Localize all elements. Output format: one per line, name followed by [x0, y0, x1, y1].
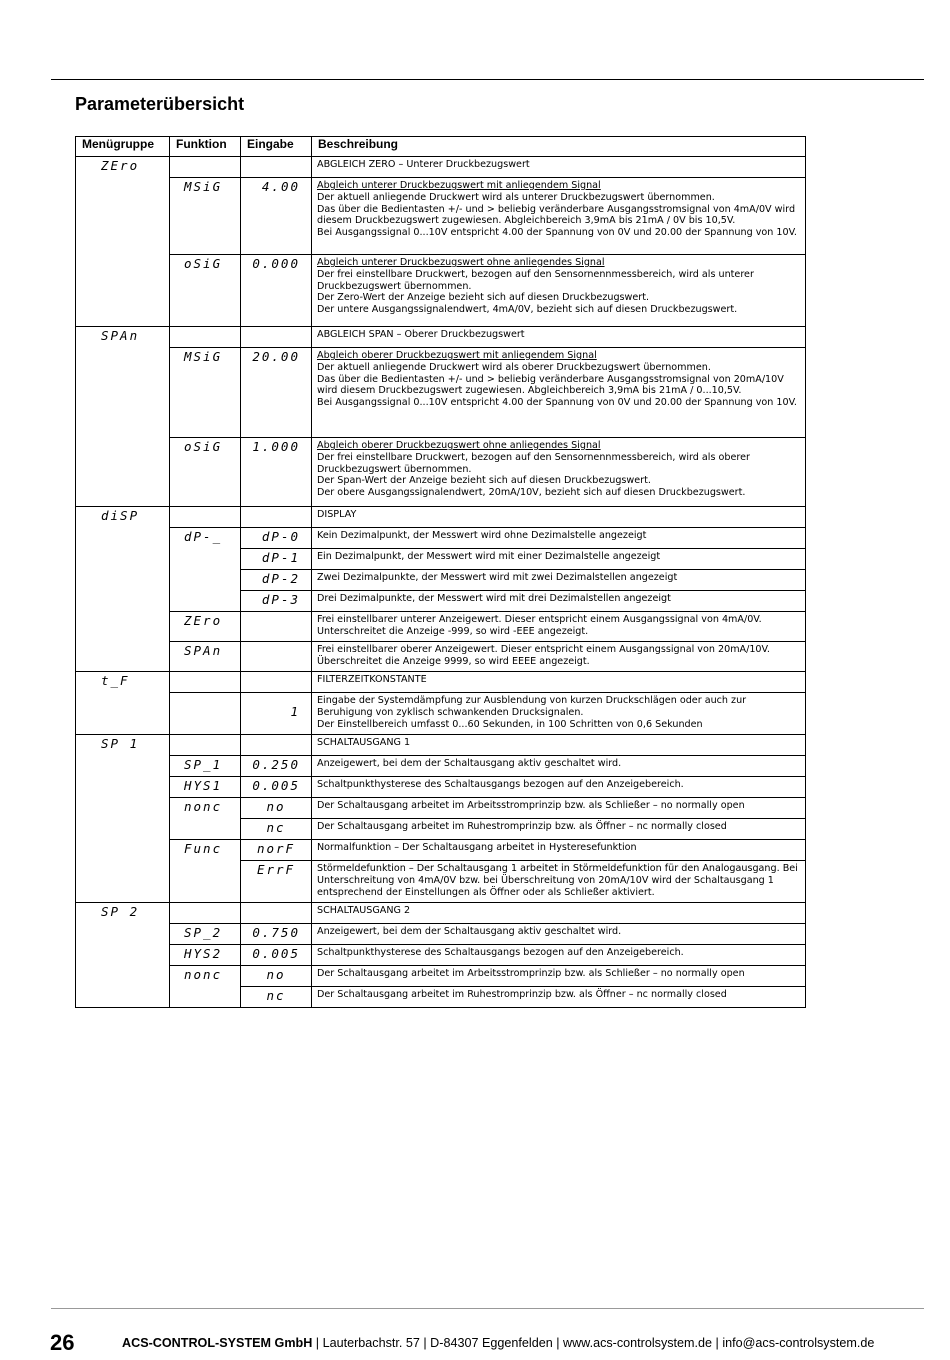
footer-rule — [51, 1308, 924, 1309]
table-row — [76, 966, 806, 987]
function-code: oSiG — [184, 439, 223, 454]
input-value: dP-3 — [261, 592, 300, 607]
input-value: ErrF — [256, 862, 296, 877]
function-code: MSiG — [184, 179, 223, 194]
table-row — [76, 924, 806, 945]
description: Eingabe der Systemdämpfung zur Ausblendung von kurzen Druckschlägen oder auch zur Beruhigung von zyklisch schwankenden Drucksignalen. Der Einstellbereich umfasst 0...60 Sekunden, in 100 Schritten von 0,6 Sekunden — [312, 693, 806, 735]
description: Der Schaltausgang arbeitet im Arbeitsstromprinzip bzw. als Schließer – no normally open — [312, 798, 806, 819]
input-value: 0.005 — [252, 946, 300, 961]
input-value: norF — [256, 841, 296, 856]
input-value: 1.000 — [252, 439, 300, 454]
description: Schaltpunkthysterese des Schaltausgangs bezogen auf den Anzeigebereich. — [312, 777, 806, 798]
description: Drei Dezimalpunkte, der Messwert wird mit drei Dezimalstellen angezeigt — [312, 591, 806, 612]
input-value: 0.750 — [252, 925, 300, 940]
table-row — [76, 735, 806, 756]
table-row — [76, 756, 806, 777]
footer-address: | Lauterbachstr. 57 | D-84307 Eggenfelden | www.acs-controlsystem.de | info@acs-controlsystem.de — [312, 1336, 875, 1350]
description: Normalfunktion – Der Schaltausgang arbeitet in Hysteresefunktion — [312, 840, 806, 861]
group-sp2: SP 2 — [76, 903, 170, 1008]
page-title: Parameterübersicht — [75, 94, 245, 114]
description: Abgleich oberer Druckbezugswert mit anliegendem Signal Der aktuell anliegende Druckwert wird als oberer Druckbezugswert übernommen. Das über die Bedientasten +/- und > beliebig veränderbare Ausgangsstromsignal von 20mA/10V wird diesem Druckbezugswert zugewiesen. Abgleichbereich 3,9mA bis 21mA / 0...10,5V. Bei Ausgangssignal 0...10V entspricht 4.00 der Spannung von 0V und 20.00 der Spannung von 10V. — [312, 348, 806, 438]
description: Abgleich oberer Druckbezugswert ohne anliegendes Signal Der frei einstellbare Druckwert, bezogen auf den Sensornennmessbereich, wird als oberer Druckbezugswert übernommen. Der Span-Wert der Anzeige bezieht sich auf diesen Druckbezugswert. Der obere Ausgangssignalendwert, 20mA/10V, bezieht sich auf diesen Druckbezugswert. — [312, 438, 806, 507]
table-row — [76, 438, 806, 507]
function-code: dP-_ — [184, 529, 223, 544]
table-row — [76, 327, 806, 348]
table-row — [76, 642, 806, 672]
function-code: SPAn — [184, 643, 223, 658]
group-head: DISPLAY — [312, 507, 806, 528]
group-span: SPAn — [76, 327, 170, 507]
input-value: 1 — [290, 704, 300, 719]
description: Kein Dezimalpunkt, der Messwert wird ohne Dezimalstelle angezeigt — [312, 528, 806, 549]
description: Frei einstellbarer oberer Anzeigewert. Dieser entspricht einem Ausgangssignal von 20mA/10V. Überschreitet die Anzeige 9999, so wird EEEE angezeigt. — [312, 642, 806, 672]
description: Abgleich unterer Druckbezugswert ohne anliegendes Signal Der frei einstellbare Druckwert, bezogen auf den Sensornennmessbereich, wird als unterer Druckbezugswert übernommen. Der Zero-Wert der Anzeige bezieht sich auf diesen Druckbezugswert. Der untere Ausgangssignalendwert, 4mA/0V, bezieht sich auf diesen Druckbezugswert. — [312, 255, 806, 327]
description: Abgleich unterer Druckbezugswert mit anliegendem Signal Der aktuell anliegende Druckwert wird als unterer Druckbezugswert übernommen. Das über die Bedientasten +/- und > beliebig veränderbare Ausgangsstromsignal von 4mA/0V wird diesem Druckbezugswert zugewiesen. Abgleichbereich 3,9mA bis 21mA / 0V bis 10,5V. Bei Ausgangssignal 0...10V entspricht 4.00 der Spannung von 0V und 20.00 der Spannung von 10V. — [312, 178, 806, 255]
input-value: dP-2 — [261, 571, 300, 586]
group-head: SCHALTAUSGANG 1 — [312, 735, 806, 756]
table-row — [76, 348, 806, 438]
group-head: SCHALTAUSGANG 2 — [312, 903, 806, 924]
header-beschreibung: Beschreibung — [312, 137, 806, 157]
table-row — [76, 693, 806, 735]
input-value: nc — [266, 820, 286, 835]
table-row — [76, 612, 806, 642]
footer-company: ACS-CONTROL-SYSTEM GmbH — [122, 1336, 313, 1350]
input-value: 0.000 — [252, 256, 300, 271]
input-value: 20.00 — [252, 349, 300, 364]
input-value: dP-0 — [261, 529, 300, 544]
header-menugruppe: Menügruppe — [76, 137, 170, 157]
input-value: nc — [266, 988, 286, 1003]
function-code: nonc — [184, 799, 223, 814]
group-zero: ZEro — [76, 157, 170, 327]
page-number: 26 — [50, 1330, 75, 1355]
description: Anzeigewert, bei dem der Schaltausgang aktiv geschaltet wird. — [312, 756, 806, 777]
input-value: dP-1 — [261, 550, 300, 565]
input-value: 0.005 — [252, 778, 300, 793]
header-funktion: Funktion — [170, 137, 241, 157]
description: Der Schaltausgang arbeitet im Ruhestromprinzip bzw. als Öffner – nc normally closed — [312, 819, 806, 840]
function-code: ZEro — [184, 613, 223, 628]
input-value: 4.00 — [261, 179, 300, 194]
description: Ein Dezimalpunkt, der Messwert wird mit einer Dezimalstelle angezeigt — [312, 549, 806, 570]
table-row — [76, 777, 806, 798]
description: Schaltpunkthysterese des Schaltausgangs bezogen auf den Anzeigebereich. — [312, 945, 806, 966]
function-code: HYS2 — [184, 946, 223, 961]
footer-text — [122, 1336, 874, 1350]
top-rule — [51, 79, 924, 80]
description: Der Schaltausgang arbeitet im Arbeitsstromprinzip bzw. als Schließer – no normally open — [312, 966, 806, 987]
function-code: HYS1 — [184, 778, 223, 793]
group-head: ABGLEICH ZERO – Unterer Druckbezugswert — [312, 157, 806, 178]
input-value: 0.250 — [252, 757, 300, 772]
description: Zwei Dezimalpunkte, der Messwert wird mit zwei Dezimalstellen angezeigt — [312, 570, 806, 591]
function-code: SP_1 — [184, 757, 223, 772]
group-head: FILTERZEITKONSTANTE — [312, 672, 806, 693]
input-value: no — [266, 799, 286, 814]
table-row — [76, 157, 806, 178]
description: Anzeigewert, bei dem der Schaltausgang aktiv geschaltet wird. — [312, 924, 806, 945]
group-filter: t_F — [76, 672, 170, 735]
table-row — [76, 178, 806, 255]
table-row — [76, 840, 806, 861]
function-code: MSiG — [184, 349, 223, 364]
table-row — [76, 255, 806, 327]
header-eingabe: Eingabe — [241, 137, 312, 157]
table-row — [76, 507, 806, 528]
description: Der Schaltausgang arbeitet im Ruhestromprinzip bzw. als Öffner – nc normally closed — [312, 987, 806, 1008]
table-row — [76, 798, 806, 819]
table-row — [76, 945, 806, 966]
group-display: diSP — [76, 507, 170, 672]
table-row — [76, 903, 806, 924]
parameter-table — [75, 136, 806, 1008]
table-row — [76, 672, 806, 693]
function-code: oSiG — [184, 256, 223, 271]
group-head: ABGLEICH SPAN – Oberer Druckbezugswert — [312, 327, 806, 348]
input-value: no — [266, 967, 286, 982]
group-sp1: SP 1 — [76, 735, 170, 903]
function-code: nonc — [184, 967, 223, 982]
description: Störmeldefunktion – Der Schaltausgang 1 arbeitet in Störmeldefunktion für den Analogausgang. Bei Unterschreitung von 4mA/0V bzw. bei Überschreitung von 20mA/10V wird der Schaltausgang 1 entsprechend der Einstellungen als Öffner oder als Schließer aktiviert. — [312, 861, 806, 903]
function-code: Func — [184, 841, 223, 856]
function-code: SP_2 — [184, 925, 223, 940]
table-row — [76, 528, 806, 549]
header-row — [76, 137, 806, 157]
description: Frei einstellbarer unterer Anzeigewert. Dieser entspricht einem Ausgangssignal von 4mA/0V. Unterschreitet die Anzeige -999, so wird -EEE angezeigt. — [312, 612, 806, 642]
